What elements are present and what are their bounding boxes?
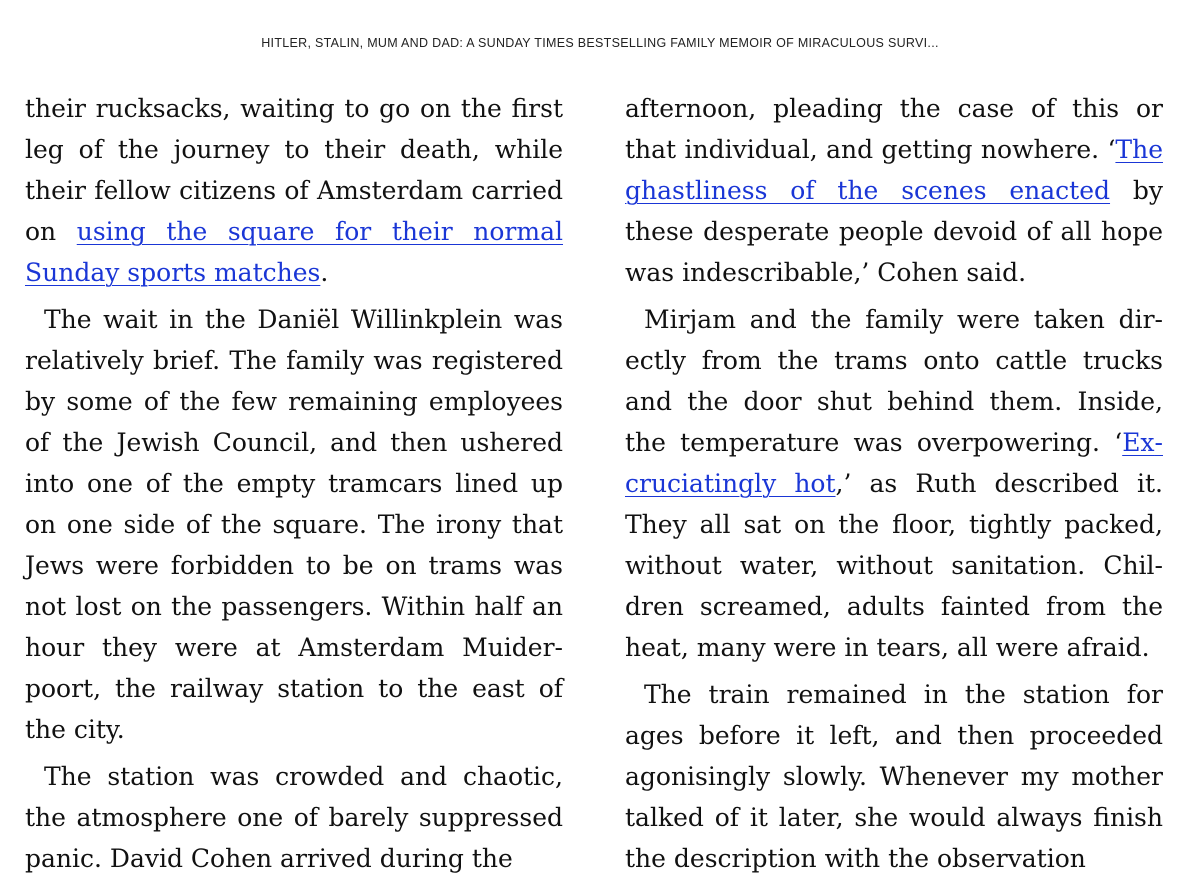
paragraph-text: The wait in the Daniël Willinkplein was relatively brief. The family was registered by some of the few remaining employees of the Jewish Council, and then ushered into one of the empty tramcars lined up on one side of the square. The irony that Jews were forbidden to be on trams was not lost on the passengers. Within half an hour they were at Amsterdam Muiderpoort, the railway station to the east of the city.: [25, 305, 563, 744]
paragraph: [625, 674, 1163, 879]
paragraph-text: The station was crowded and chaotic, the atmosphere one of barely suppressed panic. David Cohen arrived during the: [25, 762, 563, 873]
highlight-link[interactable]: using the square for their normal Sunday sports matches: [25, 217, 563, 287]
highlight-link[interactable]: The ghastliness of the scenes enacted: [625, 135, 1163, 205]
paragraph-text: .: [320, 258, 329, 287]
paragraph-text: Mirjam and the family were taken directly from the trams onto cattle trucks and the door shut behind them. Inside, the temperature was overpowering. ‘: [625, 305, 1163, 457]
paragraph: [25, 299, 563, 750]
paragraph: [25, 88, 563, 293]
paragraph-text: by these desperate people devoid of all hope was indescribable,’ Cohen said.: [625, 176, 1163, 287]
paragraph-text: afternoon, pleading the case of this or that individual, and getting nowhere. ‘: [625, 94, 1163, 164]
left-text-column: [25, 88, 563, 885]
paragraph: [625, 299, 1163, 668]
highlight-link[interactable]: Excruciatingly hot: [625, 428, 1163, 498]
paragraph-text: their rucksacks, waiting to go on the first leg of the journey to their death, while their fellow citizens of Amsterdam carried on: [25, 94, 563, 246]
right-text-column: [625, 88, 1163, 885]
paragraph: [625, 88, 1163, 293]
paragraph: [25, 756, 563, 879]
paragraph-text: The train remained in the station for ages before it left, and then proceeded agonisingly slowly. Whenever my mother talked of it later, she would always finish the description with the observation: [625, 680, 1163, 873]
book-title-header: HITLER, STALIN, MUM AND DAD: A SUNDAY TIMES BESTSELLING FAMILY MEMOIR OF MIRACULOUS SURVI...: [261, 36, 939, 50]
paragraph-text: ,’ as Ruth described it. They all sat on the floor, tightly packed, without water, without sanitation. Children screamed, adults fainted from the heat, many were in tears, all were afraid.: [625, 469, 1163, 662]
